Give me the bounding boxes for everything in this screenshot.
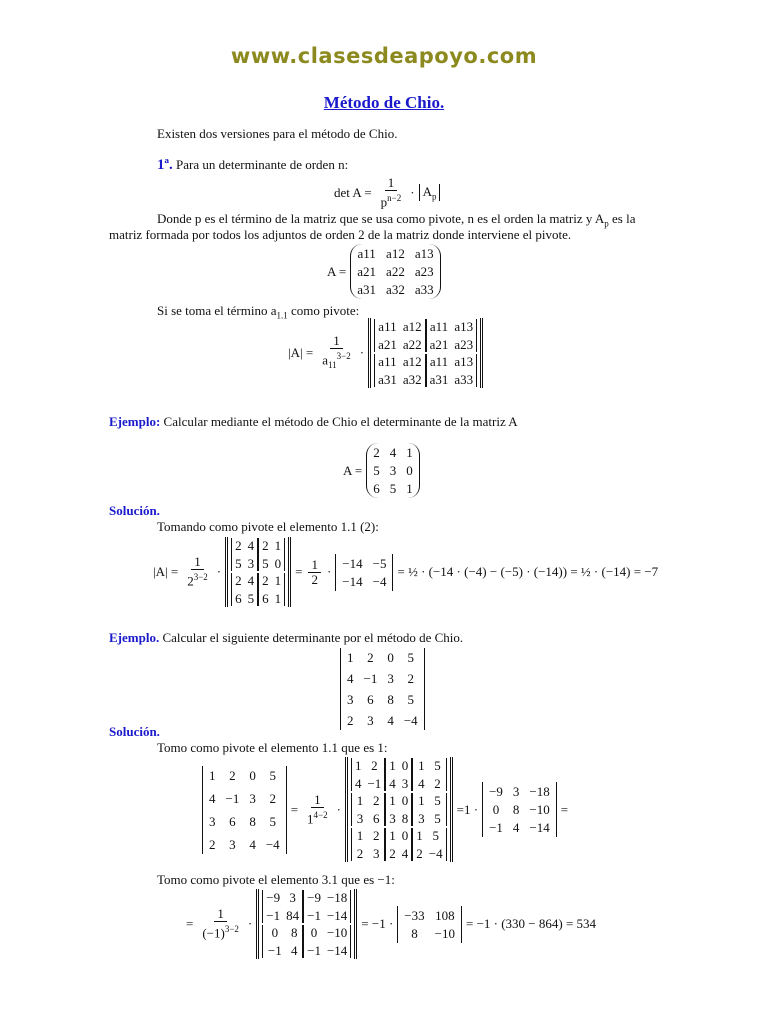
- sol3-block: [262, 890, 303, 923]
- solution-2-formula: 1 2 0 5 4 −1 3 2 3 6 8 5 2 3 4 −4 = $\frac{1}{1^{4-2}}$ · 1 2 4 −1 1 0 4 3 1 5 4 2 1 2 3 6 1 0 3 8 1 5 3 5 1 2 2 3 1 0 2 4 1 5 2 −4 =1 · −9 3 −18 0 8 −10 −1 4 −14 =: [202, 757, 568, 862]
- sol2-block: [351, 828, 385, 861]
- ex1-cell: 5: [389, 481, 397, 496]
- ex2-cell: 5: [407, 650, 415, 665]
- ex1-cell: 6: [373, 481, 380, 496]
- ex2-cell: 6: [367, 692, 374, 707]
- sol2-cell: 5: [434, 811, 441, 826]
- sol2-cell: 4: [354, 776, 362, 791]
- sol1-cell: 5: [247, 591, 255, 606]
- sol2-cell: 5: [434, 758, 441, 773]
- sol1-cell: 1: [274, 573, 282, 588]
- solution-3-tail: = −1 · (330 − 864) = 534: [465, 916, 597, 931]
- sol2-left-cell: 4: [209, 790, 216, 806]
- sol2-cell: 4: [401, 846, 409, 861]
- sol1-cell: 2: [262, 538, 269, 553]
- sol2-cell: 5: [434, 793, 441, 808]
- sol2-cell: 0: [401, 758, 409, 773]
- sol2-cell: 8: [401, 811, 409, 826]
- ex2-cell: −4: [403, 713, 418, 728]
- sol2-result-cell: 8: [512, 802, 520, 817]
- solution-3-det2: [397, 906, 462, 943]
- sol2-result-cell: −10: [529, 802, 550, 817]
- sol2-cell: 3: [356, 811, 364, 826]
- sol2-left-cell: 3: [229, 836, 236, 852]
- sol3-cell: 84: [286, 908, 300, 923]
- solution-1-formula: |A| = $\frac{1}{2^{3-2}}$ · 2 4 5 3 2 1 5 0 2 4 6 5 2 1 6 1 = $\frac{1}{2}$ · −14 −5 −14 −4 = ½ · (−14 · (−4) − (−5) · (−14)) = ½ · (−14) = −7: [153, 538, 659, 606]
- ex2-cell: 4: [387, 713, 394, 728]
- pivot-fraction: $\frac{1}{a_{11}^{3-2}}$: [322, 333, 351, 370]
- sol2-cell: 4: [418, 776, 425, 791]
- sol1-det2-cell: −14: [342, 555, 363, 571]
- formula-denominator: $p^{n-2}$: [380, 193, 402, 210]
- ex1-cell: 5: [373, 463, 380, 478]
- version-1-label: 1ª.: [157, 157, 173, 173]
- sol2-block: [385, 793, 412, 826]
- solution-3-formula: = $\frac{1}{(-1)^{3-2}}$ · −9 3 −1 84 −9 −18 −1 −14 0 8 −1 4 0 −10 −1 −14 = −1 · −33 108 8 −10 = −1 · (330 − 864) = 534: [186, 890, 597, 958]
- sol2-left-cell: 1: [209, 767, 216, 783]
- ex2-cell: 8: [387, 692, 394, 707]
- sol3-cell: −1: [307, 908, 321, 923]
- sol3-cell: −14: [326, 908, 348, 923]
- sol2-cell: 2: [416, 846, 423, 861]
- ex2-cell: 0: [387, 650, 394, 665]
- chio-formula: det A = $\frac{1}{p^{n-2}}$ · $A_p$: [334, 176, 440, 209]
- pivot-block: [374, 319, 426, 352]
- sol1-det2-cell: −5: [372, 555, 387, 571]
- pivot-formula: |A| = $\frac{1}{a_{11}^{3-2}}$ · a11 a12 a21 a22 a11 a13 a21 a23 a11 a12 a31 a32 a11 a13 a31 a33: [288, 318, 483, 388]
- desc-line-2: matriz formada por todos los adjuntos de orden 2 de la matriz donde interviene el pivote.: [109, 227, 572, 242]
- sol1-cell: 1: [274, 591, 282, 606]
- sol2-block: [385, 758, 412, 791]
- pivot-cell: a13: [454, 319, 474, 334]
- sol1-det2-cell: −4: [372, 573, 387, 589]
- sol2-result-cell: −9: [489, 784, 503, 799]
- sol2-result-cell: 3: [512, 784, 520, 799]
- ex1-cell: 4: [389, 445, 397, 460]
- pivot-block-determinant: [368, 318, 483, 388]
- matrix-a-cell: a33: [414, 282, 434, 297]
- sol3-det2-cell: −10: [434, 925, 455, 941]
- sol1-cell: 0: [274, 556, 282, 571]
- sol3-cell: −9: [266, 890, 281, 905]
- sol2-cell: 3: [418, 811, 425, 826]
- ex2-cell: 2: [407, 671, 415, 686]
- sol2-block: [412, 828, 446, 861]
- ex2-cell: 1: [347, 650, 354, 665]
- ex2-cell: 4: [347, 671, 354, 686]
- solution-3-text: Tomo como pivote el elemento 3.1 que es −1:: [157, 872, 395, 887]
- sol2-cell: 3: [372, 846, 380, 861]
- sol2-cell: 3: [389, 811, 396, 826]
- solution-2-matrix: [202, 766, 287, 854]
- sol2-cell: −1: [367, 776, 382, 791]
- sol1-cell: 6: [235, 591, 242, 606]
- pivot-cell: a11: [429, 319, 449, 334]
- sol1-block: [231, 538, 258, 571]
- sol3-cell: −9: [307, 890, 321, 905]
- example-2-matrix: [340, 648, 425, 730]
- sol2-cell: 1: [389, 758, 396, 773]
- matrix-ex1: [366, 443, 420, 498]
- sol3-cell: 8: [290, 925, 298, 940]
- sol2-left-cell: 4: [249, 836, 256, 852]
- matrix-ex2: [340, 648, 425, 730]
- solution-2-blocks: [345, 757, 453, 862]
- version-1-text: Para un determinante de orden n:: [176, 157, 349, 172]
- sol3-cell: −18: [326, 890, 348, 905]
- pivot-cell: a11: [378, 354, 397, 369]
- matrix-a-label: A =: [327, 263, 347, 279]
- ex2-cell: 5: [407, 692, 415, 707]
- solution-2-text: Tomo como pivote el elemento 1.1 que es 1:: [157, 740, 388, 755]
- sol1-block: [258, 538, 285, 571]
- matrix-a-cell: a21: [357, 264, 377, 279]
- sol1-block: [258, 573, 285, 606]
- solution-1-tail: = ½ · (−14 · (−4) − (−5) · (−14)) = ½ · (−14) = −7: [397, 564, 659, 579]
- sol2-cell: 3: [401, 776, 409, 791]
- desc-line-1: Donde p es el término de la matriz que se usa como pivote, n es el orden la matriz y $A_p$ es la: [157, 211, 636, 229]
- pivot-cell: a11: [429, 354, 449, 369]
- sol1-cell: 4: [247, 573, 255, 588]
- sol2-cell: 1: [389, 828, 396, 843]
- sol1-cell: 2: [235, 573, 242, 588]
- sol1-cell: 1: [274, 538, 282, 553]
- sol2-left-cell: 2: [229, 767, 236, 783]
- matrix-a-general: [327, 244, 441, 299]
- sol2-result-cell: 0: [492, 802, 500, 817]
- sol1-cell: 5: [262, 556, 269, 571]
- matrix-a-cell: a32: [386, 282, 405, 297]
- formula-numerator: 1: [385, 176, 398, 191]
- sol2-left-cell: 6: [229, 813, 236, 829]
- sol1-cell: 2: [235, 538, 242, 553]
- ex1-cell: 2: [373, 445, 380, 460]
- sol2-left-cell: 5: [269, 767, 277, 783]
- solution-1-label: Solución.: [109, 503, 160, 518]
- ex1-cell: 3: [389, 463, 397, 478]
- sol3-block: [262, 925, 303, 958]
- sol3-cell: −1: [267, 943, 282, 958]
- sol2-left-cell: 2: [269, 790, 277, 806]
- sol2-cell: 1: [356, 828, 364, 843]
- pivot-cell: a23: [454, 337, 474, 352]
- pivot-cell: a13: [454, 354, 474, 369]
- sol2-result-cell: −18: [529, 784, 550, 799]
- sol2-block: [351, 758, 385, 791]
- sol2-cell: 2: [372, 793, 380, 808]
- version-1: [157, 157, 348, 174]
- sol2-cell: 5: [432, 828, 439, 843]
- sol2-cell: 2: [372, 828, 380, 843]
- ex1-cell: 1: [406, 481, 413, 496]
- sol2-cell: 4: [389, 776, 396, 791]
- site-url[interactable]: www.clasesdeapoyo.com: [230, 44, 538, 68]
- sol1-block: [231, 573, 258, 606]
- sol2-block: [351, 793, 385, 826]
- solution-1-blocks: [225, 537, 291, 607]
- sol2-left-cell: 0: [249, 767, 256, 783]
- sol2-cell: 0: [401, 793, 409, 808]
- sol2-cell: 6: [372, 811, 380, 826]
- ex2-cell: 3: [347, 692, 354, 707]
- sol3-det2-cell: −33: [404, 907, 425, 923]
- sol1-cell: 3: [247, 556, 255, 571]
- matrix-a-cell: a11: [357, 246, 376, 261]
- pivot-cell: a31: [429, 372, 449, 387]
- pivot-block: [426, 319, 478, 352]
- sol2-result-cell: −14: [529, 820, 550, 835]
- sol3-cell: −1: [266, 908, 281, 923]
- sol2-result-cell: −1: [489, 820, 503, 835]
- sol2-block: [412, 758, 446, 791]
- matrix-a-cell: a12: [386, 246, 405, 261]
- ex2-cell: −1: [363, 671, 378, 686]
- sol3-det2-cell: 108: [435, 907, 455, 923]
- example-2: Ejemplo. Calcular el siguiente determinante por el método de Chio.: [109, 630, 464, 645]
- pivot-block: [374, 354, 426, 387]
- pivot-cell: a22: [402, 337, 422, 352]
- sol1-cell: 6: [262, 591, 269, 606]
- pivot-text: Si se toma el término $a_{1.1}$ como pivote:: [157, 303, 360, 321]
- sol2-left-cell: 8: [249, 813, 256, 829]
- sol2-cell: 0: [401, 828, 409, 843]
- sol2-cell: 1: [356, 793, 364, 808]
- sol2-block: [412, 793, 446, 826]
- sol3-block: [303, 890, 351, 923]
- pivot-cell: a12: [402, 354, 422, 369]
- sol2-cell: 2: [434, 776, 441, 791]
- example-1: Ejemplo: Calcular mediante el método de Chio el determinante de la matriz A: [109, 414, 518, 429]
- ex2-cell: 2: [367, 650, 374, 665]
- sol3-block: [303, 925, 351, 958]
- sol2-cell: 2: [371, 758, 378, 773]
- pivot-cell: a31: [378, 372, 397, 387]
- sol2-left-cell: 2: [209, 836, 216, 852]
- sol3-cell: 4: [290, 943, 298, 958]
- ex1-cell: 0: [406, 463, 413, 478]
- sol2-left-cell: 5: [269, 813, 277, 829]
- formula-ap: $A_p$: [419, 184, 441, 202]
- solution-1-det2: [335, 554, 393, 591]
- matrix-a: [350, 244, 440, 299]
- formula-prefix: det A =: [334, 184, 372, 200]
- sol2-cell: 1: [389, 793, 396, 808]
- solution-2-result: [482, 782, 557, 837]
- sol3-cell: −14: [326, 943, 348, 958]
- ex2-cell: 3: [367, 713, 374, 728]
- pivot-cell: a11: [378, 319, 397, 334]
- sol3-cell: −10: [326, 925, 348, 940]
- pivot-cell: a21: [378, 337, 397, 352]
- ex1-cell: 1: [406, 445, 413, 460]
- solution-1-text: Tomando como pivote el elemento 1.1 (2):: [157, 519, 379, 534]
- sol2-left-cell: 3: [209, 813, 216, 829]
- pivot-cell: a32: [402, 372, 422, 387]
- sol2-cell: 1: [354, 758, 362, 773]
- sol2-cell: 2: [389, 846, 396, 861]
- sol2-block: [385, 828, 412, 861]
- sol1-cell: 5: [235, 556, 242, 571]
- sol2-cell: 1: [418, 793, 425, 808]
- sol2-left-cell: −1: [225, 790, 240, 806]
- pivot-block: [426, 354, 478, 387]
- ex2-cell: 2: [347, 713, 354, 728]
- sol2-cell: 2: [356, 846, 364, 861]
- sol2-cell: 1: [416, 828, 423, 843]
- sol2-cell: −4: [428, 846, 443, 861]
- solution-3-blocks: [256, 889, 357, 959]
- sol3-cell: 3: [289, 890, 296, 905]
- sol2-cell: 1: [418, 758, 425, 773]
- sol3-det2-cell: 8: [411, 925, 418, 941]
- pivot-cell: a12: [402, 319, 422, 334]
- example-1-matrix: A = 2 4 1 5 3 0 6 5 1: [343, 443, 420, 498]
- sol3-cell: 0: [271, 925, 279, 940]
- sol2-left-cell: −4: [265, 836, 280, 852]
- matrix-a-cell: a23: [414, 264, 434, 279]
- page-title: Método de Chio.: [323, 93, 445, 112]
- formula-fraction: [378, 176, 405, 209]
- matrix-a-cell: a31: [357, 282, 377, 297]
- solution-2-label: Solución.: [109, 724, 160, 739]
- pivot-cell: a33: [454, 372, 474, 387]
- pivot-cell: a21: [429, 337, 449, 352]
- sol3-cell: 0: [310, 925, 318, 940]
- intro-text: Existen dos versiones para el método de Chio.: [157, 126, 398, 141]
- ex2-cell: 3: [387, 671, 394, 686]
- matrix-a-cell: a13: [414, 246, 434, 261]
- matrix-a-cell: a22: [386, 264, 405, 279]
- sol3-cell: −1: [307, 943, 321, 958]
- sol1-cell: 4: [247, 538, 255, 553]
- sol1-det2-cell: −14: [342, 573, 363, 589]
- sol2-left-cell: 3: [249, 790, 256, 806]
- sol1-cell: 2: [262, 573, 269, 588]
- sol2-result-cell: 4: [512, 820, 520, 835]
